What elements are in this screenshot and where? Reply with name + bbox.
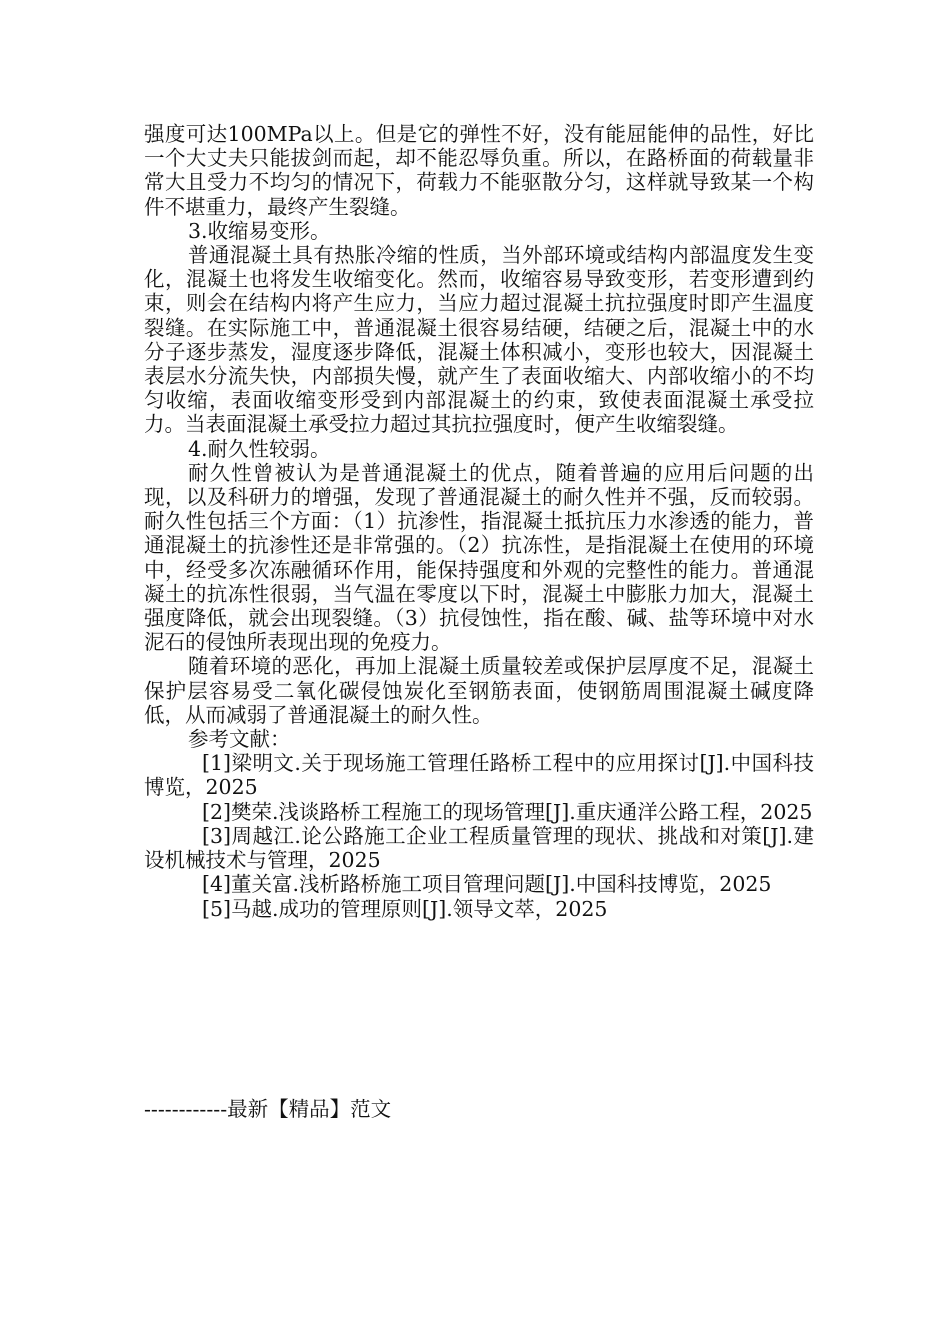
page-footer: ------------最新【精品】范文: [144, 1097, 392, 1121]
reference-item: [5]马越.成功的管理原则[J].领导文萃，2025: [202, 896, 608, 921]
heading-shrinkage-deformation: 3.收缩易变形。: [188, 218, 331, 243]
paragraph-environment: 随着环境的恶化，再加上混凝土质量较差或保护层厚度不足，混凝土保护层容易受二氧化碳侵蚀炭化至钢筋表面，使钢筋周围混凝土碱度降低，从而减弱了普通混凝土的耐久性。: [144, 654, 814, 727]
paragraph-shrinkage: 普通混凝土具有热胀冷缩的性质，当外部环境或结构内部温度发生变化，混凝土也将发生收缩变化。然而，收缩容易导致变形，若变形遭到约束，则会在结构内将产生应力，当应力超过混凝土抗拉强度时即产生温度裂缝。在实际施工中，普通混凝土很容易结硬，结硬之后，混凝土中的水分子逐步蒸发，湿度逐步降低，混凝土体积减小，变形也较大，因混凝土表层水分流失快，内部损失慢，就产生了表面收缩大、内部收缩小的不均匀收缩，表面收缩变形受到内部混凝土的约束，致使表面混凝土承受拉力。当表面混凝土承受拉力超过其抗拉强度时，便产生收缩裂缝。: [144, 243, 814, 437]
paragraph-strength-continued: 强度可达100MPa以上。但是它的弹性不好，没有能屈能伸的品性，好比一个大丈夫只能拔剑而起，却不能忍辱负重。所以，在路桥面的荷载量非常大且受力不均匀的情况下，荷载力不能驱散分匀，这样就导致某一个构件不堪重力，最终产生裂缝。: [144, 122, 814, 219]
reference-list: [144, 751, 814, 920]
document-body: [144, 122, 814, 921]
paragraph-durability: 耐久性曾被认为是普通混凝土的优点，随着普遍的应用后问题的出现，以及科研力的增强，发现了普通混凝土的耐久性并不强，反而较弱。耐久性包括三个方面：（1）抗渗性，指混凝土抵抗压力水渗透的能力，普通混凝土的抗渗性还是非常强的。（2）抗冻性，是指混凝土在使用的环境中，经受多次冻融循环作用，能保持强度和外观的完整性的能力。普通混凝土的抗冻性很弱，当气温在零度以下时，混凝土中膨胀力加大，混凝土强度降低，就会出现裂缝。（3）抗侵蚀性，指在酸、碱、盐等环境中对水泥石的侵蚀所表现出现的免疫力。: [144, 460, 814, 655]
heading-durability-weak: 4.耐久性较弱。: [188, 436, 331, 461]
reference-item: [2]樊荣.浅谈路桥工程施工的现场管理[J].重庆通洋公路工程，2025: [202, 799, 813, 824]
references-heading: 参考文献：: [188, 727, 291, 752]
reference-item: [1]梁明文.关于现场施工管理任路桥工程中的应用探讨[J].中国科技博览，2025: [144, 751, 814, 800]
reference-item: [3]周越江.论公路施工企业工程质量管理的现状、挑战和对策[J].建设机械技术与管理，2025: [144, 823, 814, 873]
reference-item: [4]董关富.浅析路桥施工项目管理问题[J].中国科技博览，2025: [202, 872, 772, 897]
